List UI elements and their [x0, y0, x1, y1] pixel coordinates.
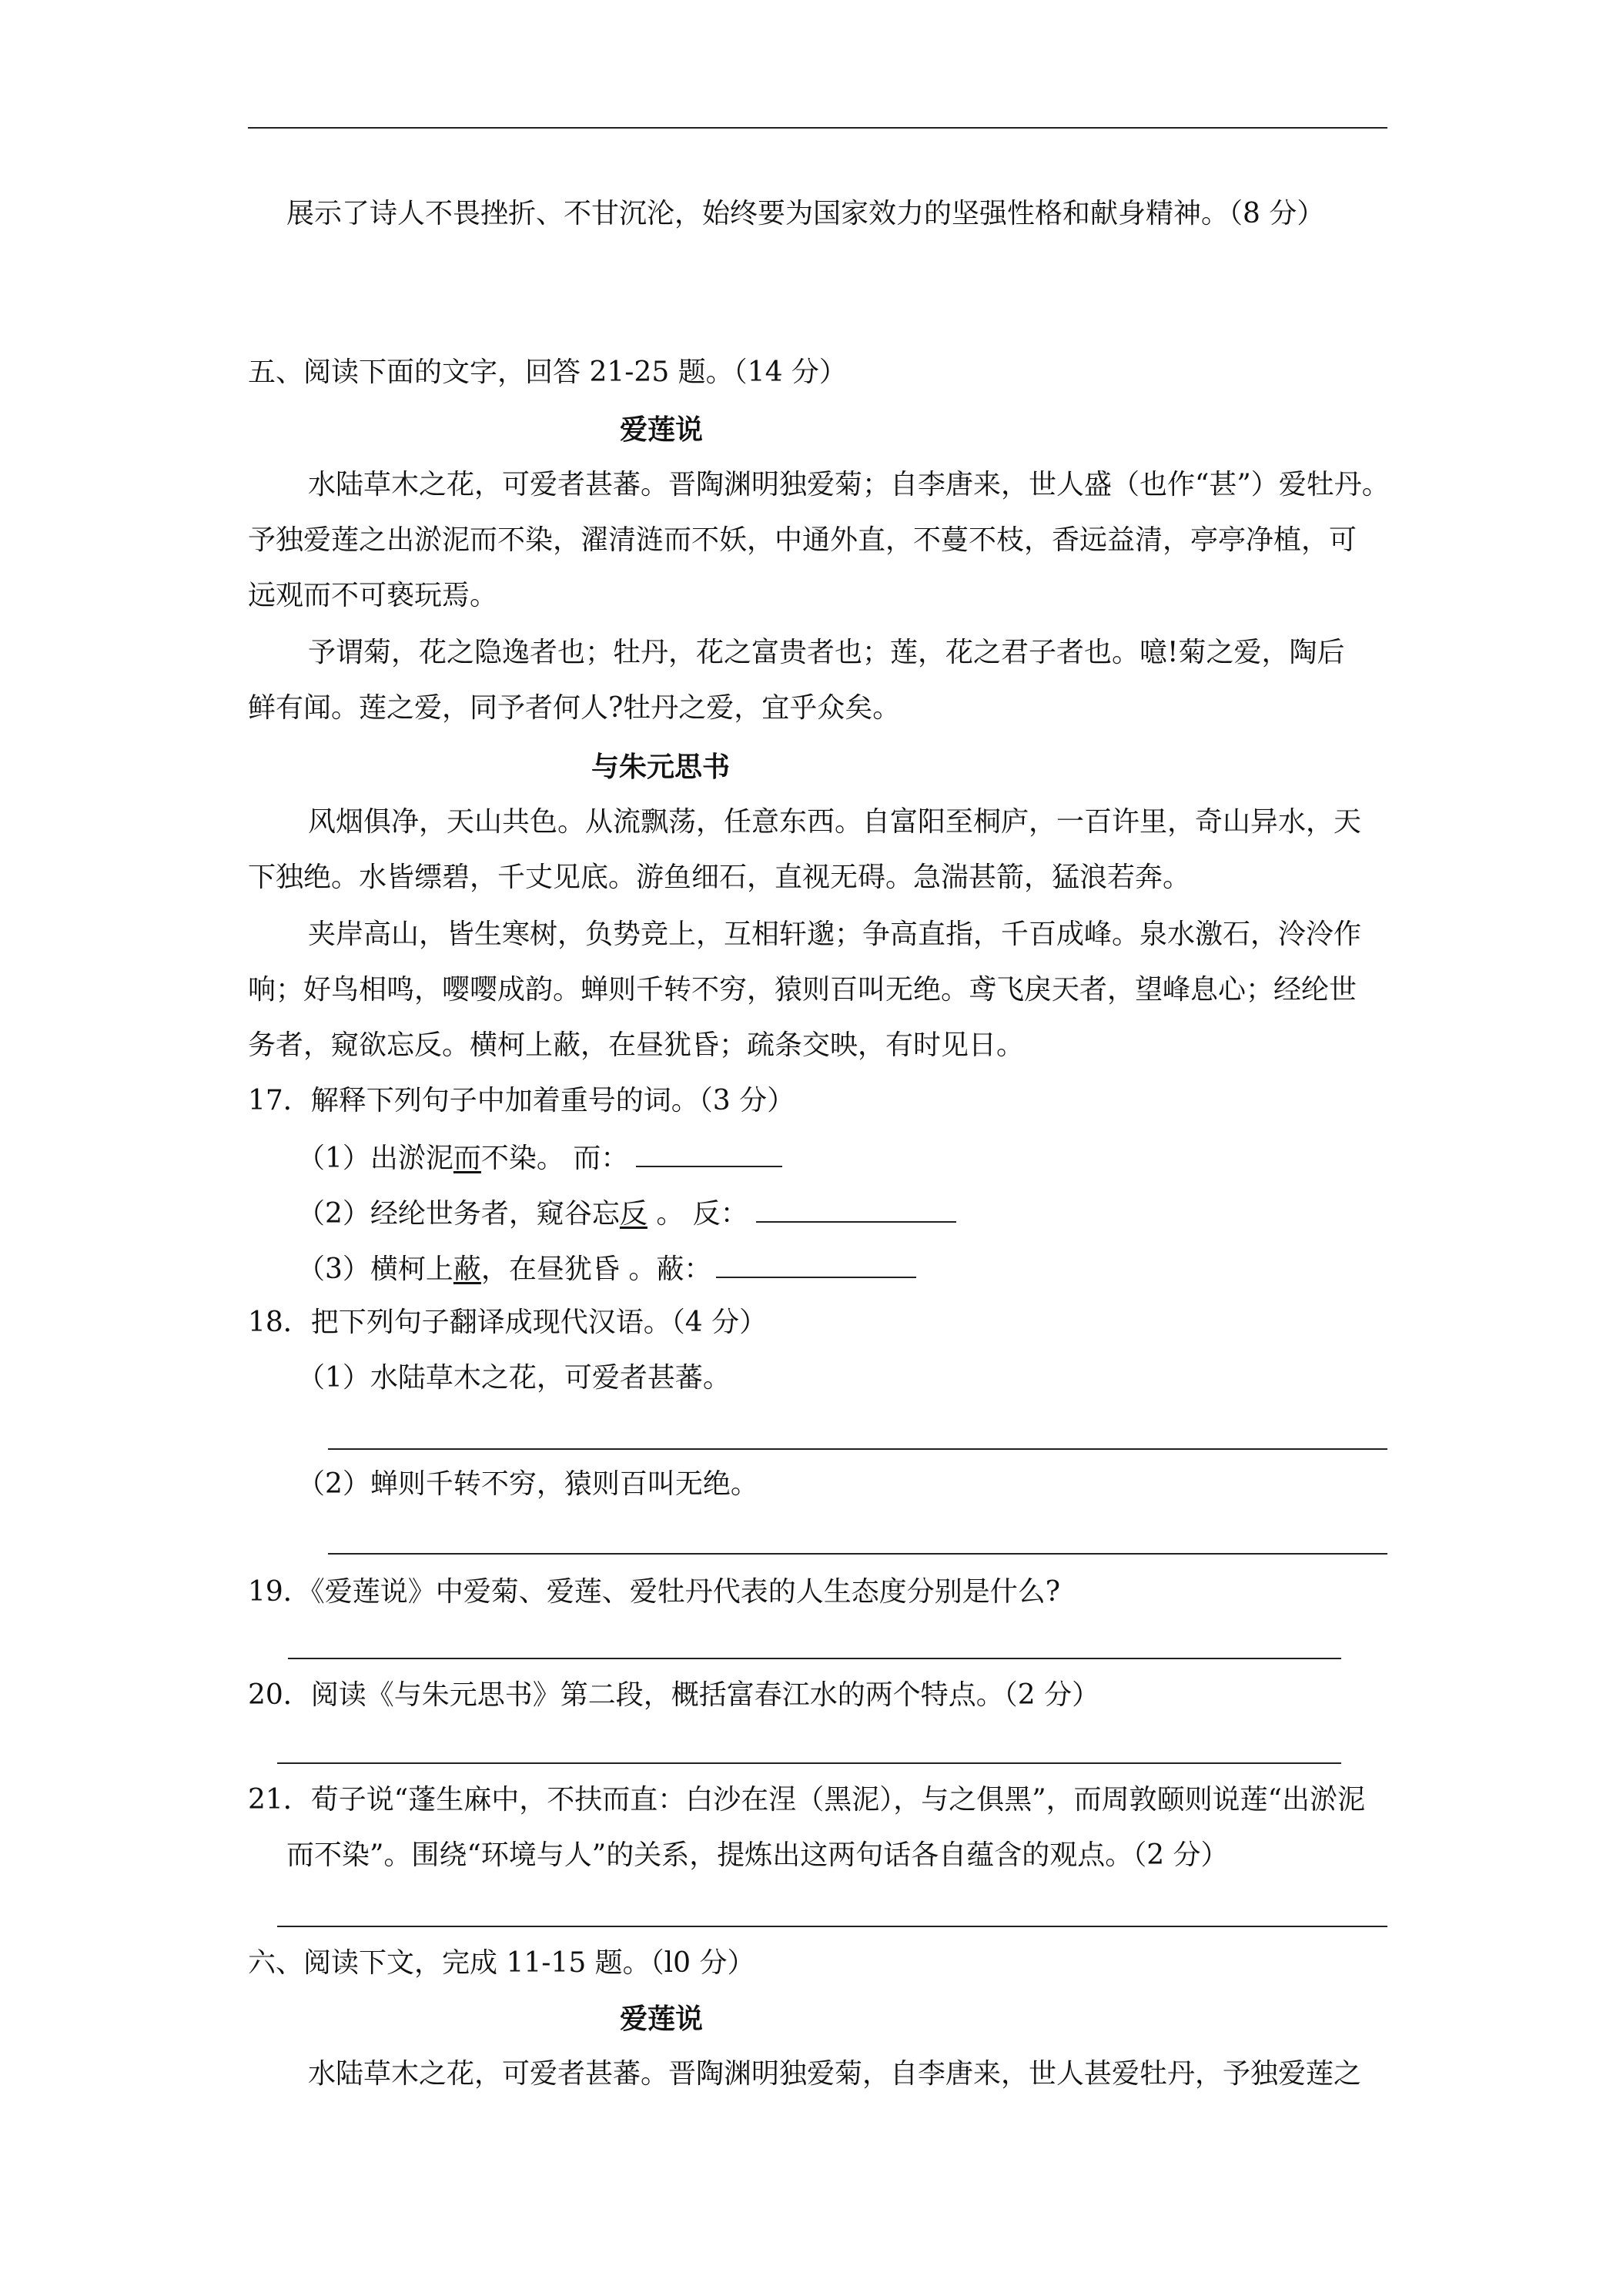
question-21-line1: 21．荀子说“蓬生麻中，不扶而直：白沙在涅（黑泥），与之俱黑”，而周敦颐则说莲“出淤泥	[248, 1784, 1366, 1816]
previous-answer-tail: 展示了诗人不畏挫折、不甘沉沦，始终要为国家效力的坚强性格和献身精神。（8 分）	[286, 198, 1325, 229]
question-17-item-3: （3）横柯上蔽，在昼犹昏 。蔽：	[297, 1250, 916, 1287]
section6-p1-line1: 水陆草木之花，可爱者甚蕃。晋陶渊明独爱菊，自李唐来，世人甚爱牡丹，予独爱莲之	[308, 2058, 1362, 2090]
question-19: 19．《爱莲说》中爱菊、爱莲、爱牡丹代表的人生态度分别是什么?	[248, 1576, 1061, 1608]
ailianshuo-p1-line3: 远观而不可亵玩焉。	[248, 580, 498, 611]
header-rule	[248, 127, 1387, 129]
poem-title-ailianshuo: 爱莲说	[620, 413, 704, 446]
question-17-stem: 17．解释下列句子中加着重号的词。（3 分）	[248, 1085, 795, 1116]
emphasized-word: 而	[453, 1143, 481, 1174]
question-21-line2: 而不染”。围绕“环境与人”的关系，提炼出这两句话各自蕴含的观点。（2 分）	[286, 1839, 1229, 1871]
section6-heading: 六、阅读下文，完成 11-15 题。（l0 分）	[248, 1947, 755, 1979]
ailianshuo-p1-line2: 予独爱莲之出淤泥而不染，濯清涟而不妖，中通外直，不蔓不枝，香远益清，亭亭净植，可	[248, 524, 1357, 556]
question-20: 20．阅读《与朱元思书》第二段，概括富春江水的两个特点。（2 分）	[248, 1679, 1100, 1711]
emphasized-word: 蔽	[453, 1253, 481, 1285]
question-18-item-1: （1）水陆草木之花，可爱者甚蕃。	[297, 1362, 731, 1394]
answer-blank[interactable]	[716, 1250, 916, 1278]
answer-line[interactable]	[277, 1926, 1387, 1927]
answer-line[interactable]	[288, 1658, 1341, 1659]
answer-blank[interactable]	[756, 1195, 956, 1223]
question-18-item-2: （2）蝉则千转不穷，猿则百叫无绝。	[297, 1468, 758, 1500]
section6-title: 爱莲说	[620, 2003, 704, 2035]
section5-heading: 五、阅读下面的文字，回答 21-25 题。（14 分）	[248, 356, 847, 388]
yuzhu-p2-line1: 夹岸高山，皆生寒树，负势竞上，互相轩邈；争高直指，千百成峰。泉水激石，泠泠作	[308, 919, 1362, 950]
ailianshuo-p2-line1: 予谓菊，花之隐逸者也；牡丹，花之富贵者也；莲，花之君子者也。噫!菊之爱，陶后	[308, 637, 1345, 668]
yuzhu-p1-line2: 下独绝。水皆缥碧，千丈见底。游鱼细石，直视无碍。急湍甚箭，猛浪若奔。	[248, 862, 1191, 893]
ailianshuo-p2-line2: 鲜有闻。莲之爱，同予者何人?牡丹之爱，宜乎众矣。	[248, 692, 901, 724]
question-17-item-1: （1）出淤泥而不染。 而：	[297, 1140, 782, 1176]
answer-line[interactable]	[328, 1553, 1387, 1555]
poem-title-yuzhuyuansishu: 与朱元思书	[591, 751, 731, 783]
yuzhu-p2-line3: 务者，窥欲忘反。横柯上蔽，在昼犹昏；疏条交映，有时见日。	[248, 1029, 1025, 1061]
yuzhu-p1-line1: 风烟俱净，天山共色。从流飘荡，任意东西。自富阳至桐庐，一百许里，奇山异水，天	[308, 806, 1362, 838]
question-17-item-2: （2）经纶世务者，窥谷忘反 。 反：	[297, 1195, 956, 1231]
ailianshuo-p1-line1: 水陆草木之花，可爱者甚蕃。晋陶渊明独爱菊；自李唐来，世人盛（也作“甚”）爱牡丹。	[308, 469, 1390, 500]
answer-blank[interactable]	[636, 1140, 782, 1167]
answer-line[interactable]	[328, 1448, 1387, 1450]
question-18-stem: 18．把下列句子翻译成现代汉语。（4 分）	[248, 1307, 768, 1338]
yuzhu-p2-line2: 响；好鸟相鸣，嘤嘤成韵。蝉则千转不穷，猿则百叫无绝。鸢飞戾天者，望峰息心；经纶世	[248, 974, 1357, 1006]
answer-line[interactable]	[277, 1762, 1341, 1764]
emphasized-word: 反	[619, 1198, 648, 1230]
